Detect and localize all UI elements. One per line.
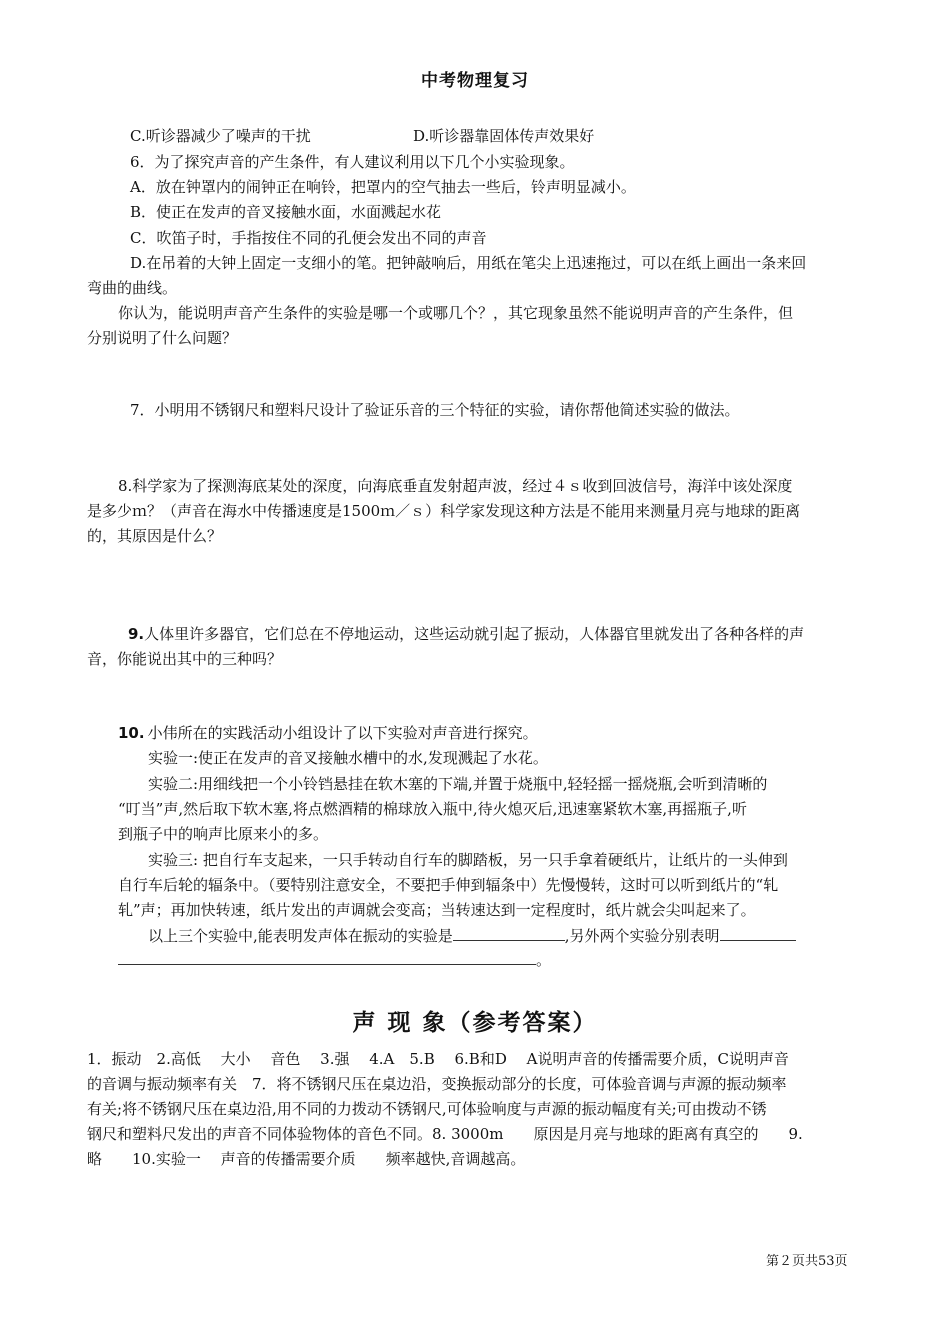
question-9-text: 人体里许多器官，它们总在不停地运动，这些运动就引起了振动，人体器官里就发出了各种各样的声 bbox=[144, 625, 805, 643]
page-number: 第２页共53页 bbox=[766, 1254, 848, 1269]
page-header-title: 中考物理复习 bbox=[421, 71, 529, 91]
question-9-number: 9. bbox=[128, 625, 145, 643]
experiment-2-line-1: 实验二:用细线把一个小铃铛悬挂在软木塞的下端,并置于烧瓶中,轻轻摇一摇烧瓶,会听到清晰的 bbox=[148, 775, 768, 793]
experiment-3-line-2: 自行车后轮的辐条中。（要特别注意安全，不要把手伸到辐条中）先慢慢转，这时可以听到纸片的“轧 bbox=[118, 876, 779, 894]
question-10-end-mark: 。 bbox=[536, 951, 552, 969]
answer-blank-2[interactable] bbox=[720, 924, 796, 941]
question-8-line-3: 的，其原因是什么？ bbox=[87, 527, 223, 545]
answer-key-title: 声 现 象（参考答案） bbox=[352, 1010, 598, 1036]
question-10-fill-text-1: 以上三个实验中,能表明发声体在振动的实验是 bbox=[148, 927, 453, 945]
option-d: D.听诊器靠固体传声效果好 bbox=[413, 127, 595, 145]
question-10-text: 小伟所在的实践活动小组设计了以下实验对声音进行探究。 bbox=[147, 724, 538, 742]
question-6-option-a: A．放在钟罩内的闹钟正在响铃，把罩内的空气抽去一些后，铃声明显减小。 bbox=[130, 178, 636, 196]
answer-line-2: 的音调与振动频率有关 7．将不锈钢尺压在桌边沿，变换振动部分的长度，可体验音调与声源的振动频率 bbox=[87, 1075, 787, 1093]
question-10-line-1 bbox=[118, 721, 538, 745]
experiment-1: 实验一:使正在发声的音叉接触水槽中的水,发现溅起了水花。 bbox=[148, 749, 548, 767]
answer-blank-1[interactable] bbox=[453, 924, 565, 941]
question-9-line-1 bbox=[128, 622, 804, 646]
question-9-line-2: 音，你能说出其中的三种吗？ bbox=[87, 650, 283, 668]
question-10-fill-line bbox=[148, 924, 796, 948]
question-6-option-c: C．吹笛子时，手指按住不同的孔便会发出不同的声音 bbox=[130, 229, 487, 247]
question-7: 7．小明用不锈钢尺和塑料尺设计了验证乐音的三个特征的实验，请你帮他简述实验的做法。 bbox=[130, 401, 740, 419]
question-6-option-d: D.在吊着的大钟上固定一支细小的笔。把钟敲响后，用纸在笔尖上迅速拖过，可以在纸上画出一条来回 bbox=[130, 254, 807, 272]
experiment-2-line-3: 到瓶子中的响声比原来小的多。 bbox=[118, 825, 329, 843]
answer-line-5: 略 10.实验一 声音的传播需要介质 频率越快,音调越高。 bbox=[87, 1150, 526, 1168]
experiment-2-line-2: “叮当”声,然后取下软木塞,将点燃酒精的棉球放入瓶中,待火熄灭后,迅速塞紧软木塞,再摇瓶子,听 bbox=[118, 800, 747, 818]
question-10-number: 10. bbox=[118, 724, 145, 742]
question-8-line-1: 8.科学家为了探测海底某处的深度，向海底垂直发射超声波，经过４ｓ收到回波信号，海洋中该处深度 bbox=[118, 477, 793, 495]
question-6-stem: 6．为了探究声音的产生条件，有人建议利用以下几个小实验现象。 bbox=[130, 153, 575, 171]
question-8-line-2: 是多少ｍ？（声音在海水中传播速度是1500ｍ／ｓ）科学家发现这种方法是不能用来测量月亮与地球的距离 bbox=[87, 502, 801, 520]
question-6-prompt-cont: 分别说明了什么问题？ bbox=[87, 329, 238, 347]
question-6-prompt: 你认为，能说明声音产生条件的实验是哪一个或哪几个？，其它现象虽然不能说明声音的产生条件，但 bbox=[118, 304, 794, 322]
option-c: C.听诊器减少了噪声的干扰 bbox=[130, 127, 311, 145]
question-6-option-d-cont: 弯曲的曲线。 bbox=[87, 279, 178, 297]
question-10-fill-text-2: ,另外两个实验分别表明 bbox=[564, 927, 720, 945]
experiment-3-line-3: 轧”声；再加快转速，纸片发出的声调就会变高；当转速达到一定程度时，纸片就会尖叫起来了。 bbox=[118, 901, 756, 919]
answer-line-1: 1．振动 2.高低 大小 音色 3.强 4.A 5.B 6.B和D A说明声音的传播需要介质，C说明声音 bbox=[87, 1050, 789, 1068]
answer-line-3: 有关;将不锈钢尺压在桌边沿,用不同的力拨动不锈钢尺,可体验响度与声源的振动幅度有关;可由拨动不锈 bbox=[87, 1100, 767, 1118]
question-6-option-b: B．使正在发声的音叉接触水面，水面溅起水花 bbox=[130, 203, 442, 221]
answer-blank-2-cont[interactable] bbox=[118, 948, 536, 965]
answer-line-4: 钢尺和塑料尺发出的声音不同体验物体的音色不同。8. 3000m 原因是月亮与地球的距离有真空的 9. bbox=[87, 1125, 803, 1143]
question-10-fill-line-2 bbox=[118, 948, 551, 972]
experiment-3-line-1: 实验三: 把自行车支起来，一只手转动自行车的脚踏板，另一只手拿着硬纸片，让纸片的一头伸到 bbox=[148, 851, 788, 869]
